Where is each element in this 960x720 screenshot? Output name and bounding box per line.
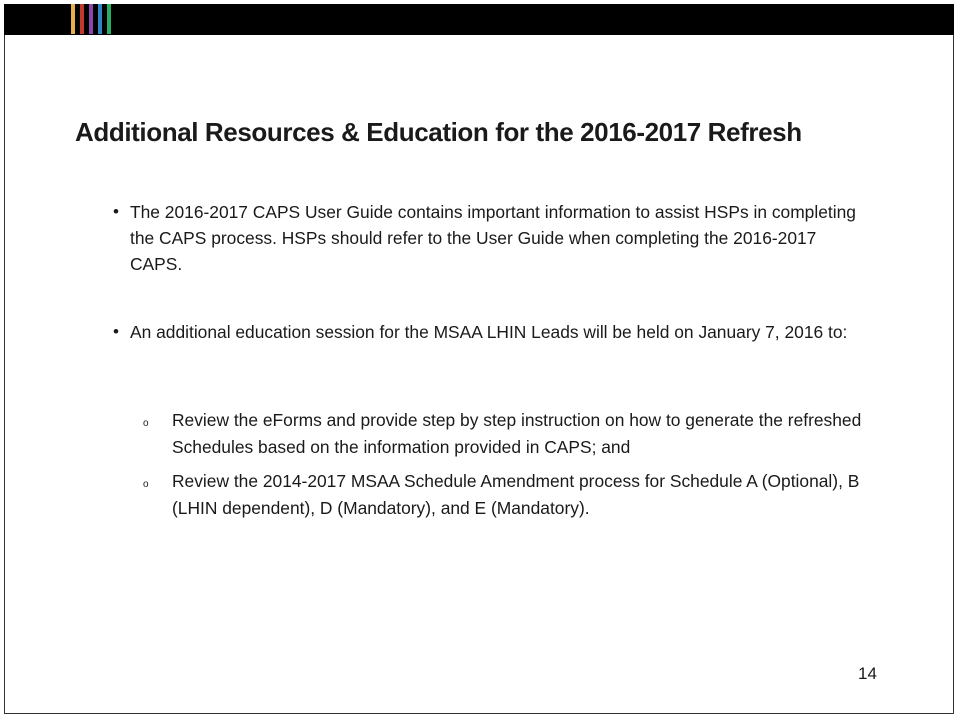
sub-bullet-text: Review the 2014-2017 MSAA Schedule Amendment process for Schedule A (Optional), B (LHIN dependent), D (Mandatory), and E (Mandatory). [172,471,860,518]
header-stripe [98,4,102,34]
page-number: 14 [858,664,877,683]
bullet-marker: • [113,322,119,341]
slide-frame [4,4,954,714]
header-stripe [80,4,84,34]
header-stripe [71,4,75,34]
sub-bullet-marker: o [143,418,149,429]
header-stripe [89,4,93,34]
sub-bullet-marker: o [143,479,149,490]
header-bar [4,4,954,35]
bullet-text: An additional education session for the MSAA LHIN Leads will be held on January 7, 2016 to: [130,322,848,342]
bullet-marker: • [113,202,119,221]
sub-bullet-text: Review the eForms and provide step by step instruction on how to generate the refreshed Schedules based on the information provided in CAPS; and [172,410,862,457]
header-stripe [107,4,111,34]
slide-title: Additional Resources & Education for the 2016-2017 Refresh [75,117,802,147]
bullet-text: The 2016-2017 CAPS User Guide contains important information to assist HSPs in completing the CAPS process. HSPs should refer to the User Guide when completing the 2016-2017 CAPS. [130,202,856,274]
